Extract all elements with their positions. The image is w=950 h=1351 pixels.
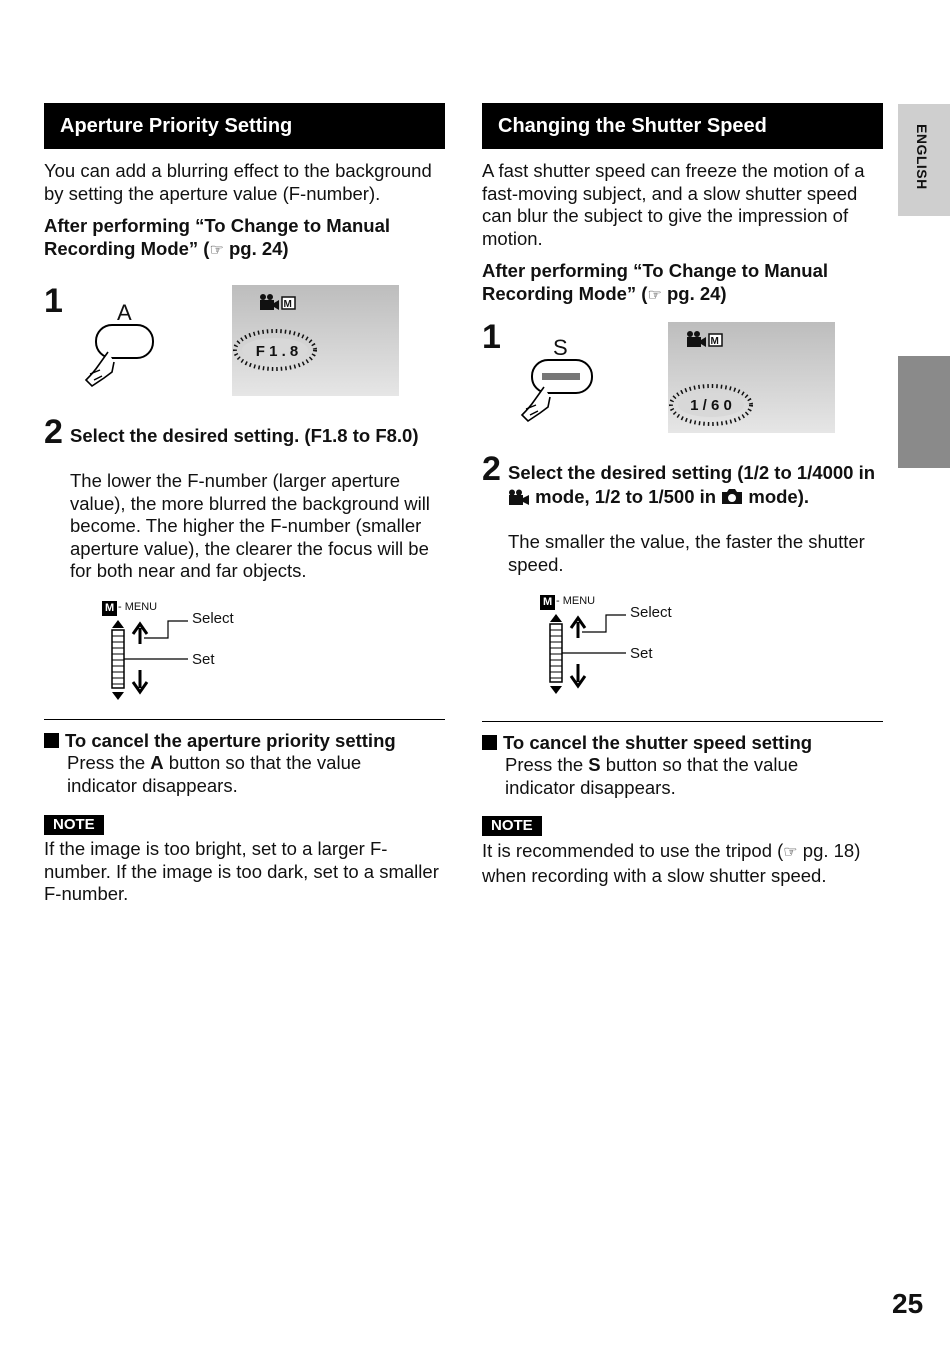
step-1-number: 1: [44, 282, 63, 320]
step-2-number: 2: [482, 450, 501, 488]
after-tail: pg. 24): [223, 237, 289, 259]
lcd-aperture-value: F 1 . 8: [255, 343, 299, 360]
manual-m-icon: M: [540, 595, 555, 610]
pointer-hand-icon: ☞: [209, 241, 224, 259]
dial-icon: [538, 612, 638, 698]
cancel-pre: Press the: [67, 752, 151, 773]
note-b: pg. 18) when recording with a slow shutter speed.: [482, 840, 861, 886]
title-b: mode, 1/2 to 1/500 in: [530, 485, 722, 507]
dial-diagram: [538, 594, 738, 699]
section-heading-aperture: Aperture Priority Setting: [44, 103, 445, 149]
dial-set-label: Set: [192, 651, 215, 668]
divider: [482, 721, 883, 722]
cancel-key: A: [150, 752, 164, 773]
step-2-title: Select the desired setting. (F1.8 to F8.0): [70, 425, 419, 446]
cancel-aperture-heading: [44, 730, 454, 753]
square-bullet-icon: [482, 735, 497, 750]
cancel-shutter-body: [505, 754, 865, 799]
dial-select-label: Select: [192, 610, 234, 627]
after-text: After performing “To Change to Manual Recording Mode” (: [482, 260, 829, 304]
dial-icon: [100, 618, 200, 704]
lcd-shutter-value: 1 / 6 0: [690, 397, 732, 414]
menu-label: - MENU: [556, 595, 596, 607]
note-text: If the image is too bright, set to a larger F-number. If the image is too dark, set to a smaller F-number.: [44, 838, 439, 904]
still-camera-icon: [721, 488, 743, 505]
after-tail: pg. 24): [661, 282, 727, 304]
title-c: mode).: [743, 485, 810, 507]
camcorder-icon: [258, 293, 296, 311]
after-text: After performing “To Change to Manual Recording Mode” (: [44, 215, 391, 259]
step-2-title: [508, 461, 878, 508]
shutter-after-performing: [482, 260, 882, 307]
hand-press-icon: [520, 357, 600, 427]
lcd-screen-shutter: [668, 322, 835, 433]
lcd-screen-aperture: [232, 285, 399, 396]
section-heading-shutter: Changing the Shutter Speed: [482, 103, 883, 149]
note-a: It is recommended to use the tripod (: [482, 840, 784, 861]
cancel-post: button so that the value indicator disappears.: [67, 752, 362, 796]
camcorder-icon: [685, 330, 723, 348]
shutter-intro: A fast shutter speed can freeze the motion of a fast-moving subject, and a slow shutter speed can blur the subject to give the impression of motion.: [482, 160, 865, 249]
button-letter: S: [553, 335, 568, 360]
cancel-aperture-body: [67, 752, 427, 797]
note-text: [482, 840, 892, 887]
section-tab: [898, 356, 950, 468]
title-a: Select the desired setting (1/2 to 1/4000 in: [508, 462, 876, 483]
divider: [44, 719, 445, 720]
page-number: 25: [892, 1288, 924, 1319]
step-2-number: 2: [44, 413, 63, 451]
aperture-after-performing: [44, 215, 444, 262]
language-tab-label: ENGLISH: [914, 124, 930, 190]
pointer-hand-icon: ☞: [647, 286, 662, 304]
dial-diagram: [100, 600, 300, 705]
button-letter: A: [117, 300, 132, 325]
language-tab: [898, 104, 950, 216]
cancel-title: To cancel the shutter speed setting: [503, 732, 813, 753]
note-badge: NOTE: [482, 816, 542, 836]
cancel-shutter-heading: [482, 732, 882, 755]
camcorder-icon: [508, 489, 530, 505]
step-2-body: The smaller the value, the faster the shutter speed.: [508, 531, 865, 575]
svg-text:M: M: [710, 336, 719, 347]
pointer-hand-icon: ☞: [783, 844, 798, 861]
menu-label: - MENU: [118, 601, 158, 613]
cancel-pre: Press the: [505, 754, 589, 775]
note-badge: NOTE: [44, 815, 104, 835]
aperture-intro: You can add a blurring effect to the background by setting the aperture value (F-number).: [44, 160, 432, 204]
button-s-illustration: [520, 335, 600, 427]
step-2-body: The lower the F-number (larger aperture value), the more blurred the background will become. The higher the F-number (smaller aperture value), the clearer the focus will be for both near and far objects.: [70, 470, 430, 581]
square-bullet-icon: [44, 733, 59, 748]
cancel-title: To cancel the aperture priority setting: [65, 730, 396, 751]
cancel-post: button so that the value indicator disappears.: [505, 754, 799, 798]
cancel-key: S: [588, 754, 601, 775]
hand-press-icon: [84, 322, 164, 392]
step-1-number: 1: [482, 318, 501, 356]
manual-m-icon: M: [102, 601, 117, 616]
dial-select-label: Select: [630, 604, 672, 621]
button-a-illustration: [84, 300, 164, 392]
svg-text:M: M: [283, 299, 292, 310]
dial-set-label: Set: [630, 645, 653, 662]
